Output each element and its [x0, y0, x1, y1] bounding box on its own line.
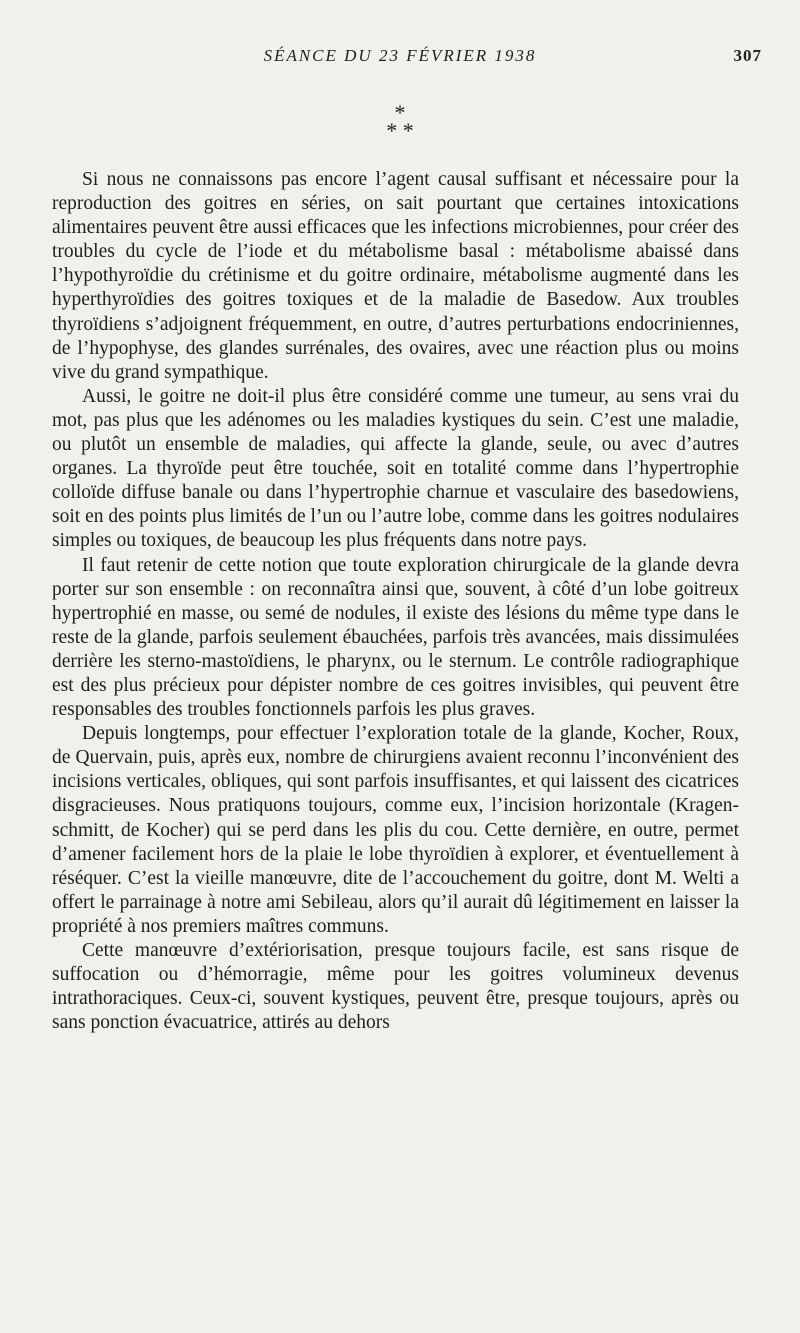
page-header — [52, 46, 762, 76]
separator-top: * — [394, 100, 406, 125]
separator-bottom: * * — [386, 118, 414, 143]
paragraph: Depuis longtemps, pour effectuer l’exploration totale de la glande, Kocher, Roux, de Quervain, puis, après eux, nombre de chirurgiens avaient reconnu l’inconvénient des incisions verticales, obliques, qui sont parfois insuffisantes, et qui laissent des cicatrices disgracieuses. Nous pratiquons toujours, comme eux, l’incision horizontale (Kragenschmitt, de Kocher) qui se perd dans les plis du cou. Cette dernière, en outre, permet d’amener facilement hors de la plaie le lobe thyroïdien à explorer, et éventuellement à réséquer. C’est la vieille manœuvre, dite de l’accouchement du goitre, dont M. Welti a offert le parrainage à notre ami Sebileau, alors qu’il aurait dû légitimement en laisser la propriété à nos premiers maîtres communs. — [52, 723, 739, 937]
paragraph: Il faut retenir de cette notion que toute exploration chirurgicale de la glande devra porter sur son ensemble : on reconnaîtra ainsi que, souvent, à côté d’un lobe goitreux hypertrophié en masse, ou semé de nodules, il existe des lésions du même type dans le reste de la glande, parfois seulement ébauchées, parfois très avancées, mais dissimulées derrière les sterno-mastoïdiens, le pharynx, ou le sternum. Le contrôle radiographique est des plus précieux pour dépister nombre de ces goitres invisibles, qui peuvent être responsables des troubles fonctionnels parfois les plus graves. — [52, 554, 739, 721]
paragraph: Cette manœuvre d’extériorisation, presque toujours facile, est sans risque de suffocation ou d’hémorragie, même pour les goitres volumineux devenus intrathoraciques. Ceux-ci, souvent kystiques, peuvent être, presque toujours, après ou sans ponction évacuatrice, attirés au dehors — [52, 940, 739, 1034]
paragraph: Aussi, le goitre ne doit-il plus être considéré comme une tumeur, au sens vrai du mot, pas plus que les adénomes ou les maladies kystiques du sein. C’est une maladie, ou plutôt un ensemble de maladies, qui affecte la glande, seule, ou avec d’autres organes. La thyroïde peut être touchée, soit en totalité comme dans l’hypertrophie colloïde diffuse banale ou dans l’hypertrophie charnue et vasculaire des basedowiens, soit en des points plus limités de l’un ou l’autre lobe, comme dans les goitres nodulaires simples ou toxiques, de beaucoup les plus fréquents dans notre pays. — [52, 385, 739, 552]
paragraph: Si nous ne connaissons pas encore l’agent causal suffisant et nécessaire pour la reproduction des goitres en séries, on sait pourtant que certaines intoxications alimentaires peuvent être aussi efficaces que les infections microbiennes, pour créer des troubles du cycle de l’iode et du métabolisme basal : métabolisme abaissé dans l’hypothyroïdie du crétinisme et du goitre ordinaire, métabolisme augmenté dans les hyperthyroïdies des goitres toxiques et de la maladie de Basedow. Aux troubles thyroïdiens s’adjoignent fréquemment, en outre, d’autres perturbations endocriniennes, de l’hypophyse, des glandes surrénales, des ovaires, avec une réaction plus ou moins vive du grand sympathique. — [52, 169, 739, 383]
body-text — [52, 168, 739, 1035]
running-title: SÉANCE DU 23 FÉVRIER 1938 — [263, 46, 537, 65]
section-separator — [0, 100, 800, 143]
page-number: 307 — [733, 46, 762, 65]
